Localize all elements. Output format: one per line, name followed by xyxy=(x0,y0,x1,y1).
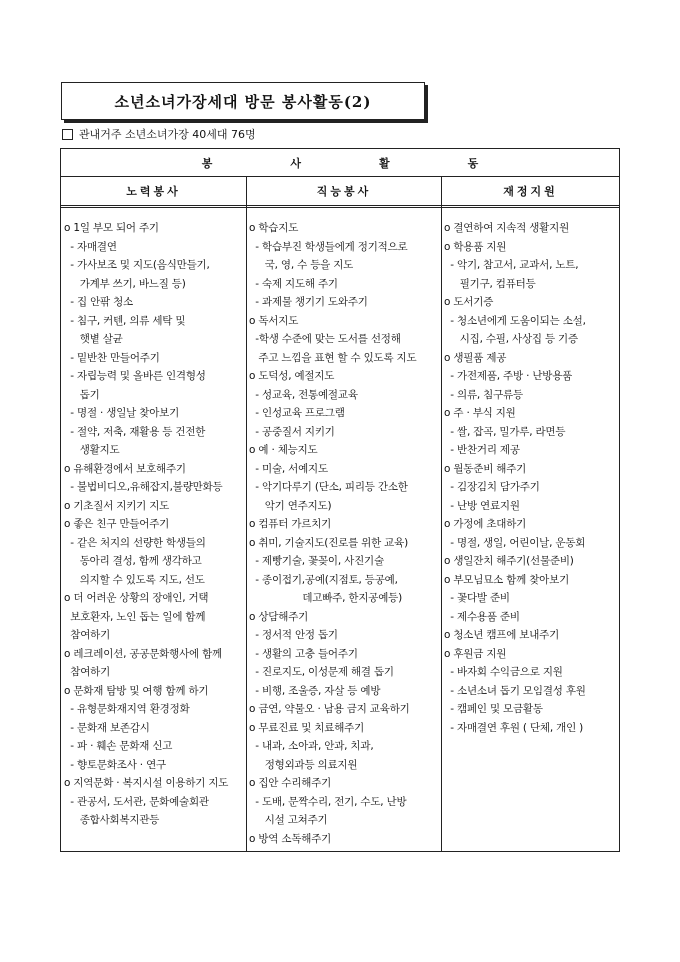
list-item: 주고 느낌을 표현 할 수 있도록 지도 xyxy=(249,351,417,364)
list-item: - 청소년에게 도움이되는 소설, xyxy=(444,314,586,327)
list-item: o 청소년 캠프에 보내주기 xyxy=(444,629,560,641)
list-item: 시집, 수필, 사상집 등 기증 xyxy=(444,333,578,345)
list-item: - 성교육, 전통예절교육 xyxy=(249,388,358,401)
list-item: - 숙제 지도해 주기 xyxy=(249,277,338,290)
list-item: - 소년소녀 돕기 모임결성 후원 xyxy=(444,684,586,697)
list-item: o 좋은 친구 만들어주기 xyxy=(64,518,170,530)
list-item: - 밑반찬 만들어주기 xyxy=(64,351,160,364)
list-item: o 후원금 지원 xyxy=(444,647,507,660)
subtitle-text: 관내거주 소년소녀가장 40세대 76명 xyxy=(79,128,256,141)
list-item: - 진로지도, 이성문제 해결 돕기 xyxy=(249,666,394,678)
list-item: o 예 · 체능지도 xyxy=(249,444,318,456)
list-item: - 가사보조 및 지도(음식만들기, xyxy=(64,259,210,271)
column-divider xyxy=(246,177,247,851)
list-item: o 생일잔치 해주기(선물준비) xyxy=(444,555,574,567)
column-finance-list xyxy=(444,219,618,737)
list-item: o 학용품 지원 xyxy=(444,240,507,253)
list-item: - 집 안팎 청소 xyxy=(64,296,133,308)
column-labor-list xyxy=(64,219,244,830)
list-item: 데고빠주, 한지공예등) xyxy=(249,592,402,604)
list-item: o 더 어려운 상황의 장애인, 거택 xyxy=(64,592,209,604)
list-item: 보호환자, 노인 돕는 일에 함께 xyxy=(64,610,206,623)
list-item: o 도서기증 xyxy=(444,296,494,308)
list-item: 동아리 결성, 함께 생각하고 xyxy=(64,555,202,567)
list-item: o 학습지도 xyxy=(249,222,299,234)
activity-table xyxy=(60,148,620,852)
list-item: - 공중질서 지키기 xyxy=(249,425,335,438)
list-item: - 악기, 참고서, 교과서, 노트, xyxy=(444,259,579,271)
list-item: o 가정에 초대하기 xyxy=(444,518,527,530)
list-item: 생활지도 xyxy=(64,444,120,456)
column-headers xyxy=(61,177,619,208)
list-item: - 제빵기술, 꽃꽂이, 사진기술 xyxy=(249,555,384,567)
list-item: 시설 고쳐주기 xyxy=(249,814,328,826)
list-item: - 유형문화재지역 환경정화 xyxy=(64,703,190,715)
list-item: - 자매결연 후원 ( 단체, 개인 ) xyxy=(444,721,584,734)
column-divider xyxy=(441,177,442,851)
list-item: - 학습부진 학생들에게 정기적으로 xyxy=(249,240,408,253)
list-item: o 금연, 약물오 · 남용 금지 교육하기 xyxy=(249,703,410,715)
list-item: o 주 · 부식 지원 xyxy=(444,407,516,419)
list-item: -학생 수준에 맞는 도서를 선정해 xyxy=(249,333,401,345)
list-item: - 생활의 고충 들어주기 xyxy=(249,647,358,660)
list-item: 악기 연주지도) xyxy=(249,499,332,512)
list-item: - 꽃다발 준비 xyxy=(444,592,510,604)
list-item: 국, 영, 수 등을 지도 xyxy=(249,259,354,271)
list-item: - 반찬거리 제공 xyxy=(444,444,520,456)
list-item: - 바자회 수익금으로 지원 xyxy=(444,666,563,678)
list-item: - 제수용품 준비 xyxy=(444,610,520,623)
list-item: - 침구, 커텐, 의류 세탁 및 xyxy=(64,314,186,327)
list-item: - 불법비디오,유해잡지,불량만화등 xyxy=(64,481,223,493)
list-item: - 악기다루기 (단소, 피리등 간소한 xyxy=(249,481,408,493)
list-item: o 집안 수리해주기 xyxy=(249,777,332,789)
list-item: - 내과, 소아과, 안과, 치과, xyxy=(249,740,374,752)
list-item: - 인성교육 프로그램 xyxy=(249,407,345,419)
list-item: o 독서지도 xyxy=(249,314,299,327)
list-item: - 도배, 문짝수리, 전기, 수도, 난방 xyxy=(249,795,407,808)
list-item: o 취미, 기술지도(진로를 위한 교육) xyxy=(249,536,408,549)
list-item: - 관공서, 도서관, 문화예술회관 xyxy=(64,795,209,808)
column-header-skill: 직능봉사 xyxy=(316,185,372,198)
list-item: 참여하기 xyxy=(64,629,111,641)
list-item: 참여하기 xyxy=(64,666,111,678)
list-item: 정형외과등 의료지원 xyxy=(249,758,358,771)
list-item: o 지역문화 · 복지시설 이용하기 지도 xyxy=(64,777,229,789)
page-title: 소년소녀가장세대 방문 봉사활동(2) xyxy=(61,82,425,120)
list-item: - 의류, 침구류등 xyxy=(444,388,523,401)
list-item: 돕기 xyxy=(64,388,100,401)
list-item: 의지할 수 있도록 지도, 선도 xyxy=(64,573,205,586)
list-item: o 방역 소독해주기 xyxy=(249,832,332,845)
list-item: o 상담해주기 xyxy=(249,610,309,623)
column-header-labor: 노력봉사 xyxy=(126,185,181,198)
list-item: o 1일 부모 되어 주기 xyxy=(64,222,159,234)
list-item: - 정서적 안정 돕기 xyxy=(249,629,338,641)
column-header-finance: 재정지원 xyxy=(503,185,558,198)
list-item: o 도덕성, 예절지도 xyxy=(249,370,335,382)
list-item: - 쌀, 잡곡, 밀가루, 라면등 xyxy=(444,425,566,438)
square-bullet-icon xyxy=(62,129,73,140)
list-item: - 비행, 조울증, 자살 등 예방 xyxy=(249,684,381,697)
list-item: - 문화재 보존감시 xyxy=(64,721,150,734)
list-item: - 파 · 훼손 문화재 신고 xyxy=(64,740,173,752)
list-item: o 결연하여 지속적 생활지원 xyxy=(444,222,570,234)
list-item: - 향토문화조사 · 연구 xyxy=(64,758,166,771)
list-item: 가계부 쓰기, 바느질 등) xyxy=(64,277,186,290)
list-item: o 생필품 제공 xyxy=(444,351,507,364)
list-item: 종합사회복지관등 xyxy=(64,814,160,826)
list-item: - 과제물 챙기기 도와주기 xyxy=(249,296,368,308)
list-item: 필기구, 컴퓨터등 xyxy=(444,277,536,290)
list-item: 햇볕 살균 xyxy=(64,333,123,345)
list-item: - 난방 연료지원 xyxy=(444,499,520,512)
table-main-header: 봉사활동 xyxy=(61,149,619,177)
list-item: o 부모님묘소 함께 찾아보기 xyxy=(444,573,570,586)
list-item: o 월동준비 해주기 xyxy=(444,462,527,475)
list-item: o 기초질서 지키기 지도 xyxy=(64,499,170,512)
list-item: - 종이접기,공예(지점토, 등공예, xyxy=(249,573,398,586)
list-item: o 문화재 탐방 및 여행 함께 하기 xyxy=(64,684,209,697)
list-item: - 절약, 저축, 재활용 등 건전한 xyxy=(64,425,206,438)
list-item: - 미술, 서예지도 xyxy=(249,462,328,475)
list-item: - 가전제품, 주방 · 난방용품 xyxy=(444,370,573,382)
list-item: - 같은 처지의 선량한 학생들의 xyxy=(64,536,206,549)
column-skill-list xyxy=(249,219,439,848)
list-item: o 레크레이션, 공공문화행사에 함께 xyxy=(64,647,222,660)
list-item: - 명절, 생일, 어린이날, 운동회 xyxy=(444,536,586,549)
list-item: o 무료진료 및 치료해주기 xyxy=(249,721,365,734)
subtitle-line xyxy=(62,126,256,142)
list-item: - 자립능력 및 올바른 인격형성 xyxy=(64,370,206,382)
list-item: o 유해환경에서 보호해주기 xyxy=(64,462,186,475)
list-item: - 자매결연 xyxy=(64,240,117,253)
list-item: - 캠페인 및 모금활동 xyxy=(444,703,543,715)
list-item: - 명절 · 생일날 찾아보기 xyxy=(64,407,180,419)
list-item: - 김장김치 담가주기 xyxy=(444,481,540,493)
list-item: o 컴퓨터 가르치기 xyxy=(249,518,332,530)
